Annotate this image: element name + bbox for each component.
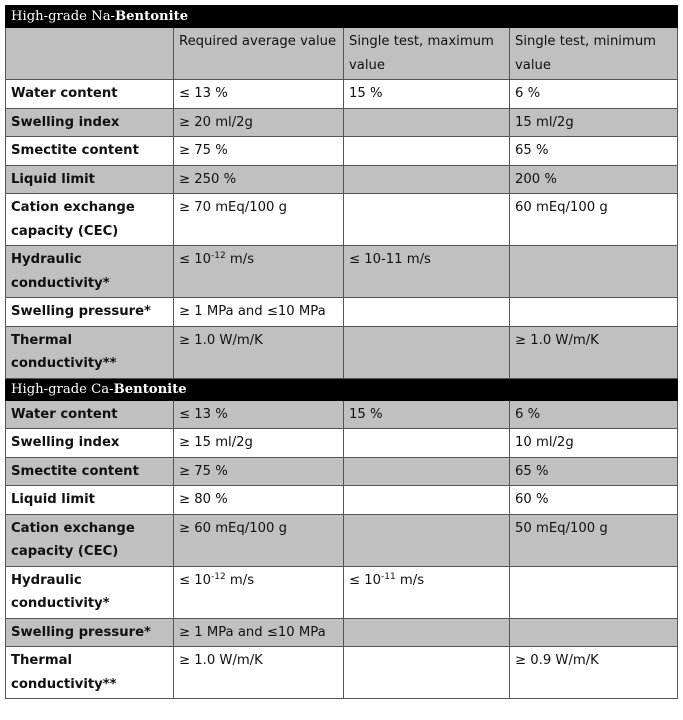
max-cell	[344, 326, 510, 378]
table-row	[6, 647, 678, 699]
required-exponent: -12	[211, 571, 226, 582]
bentonite-spec-table-wrapper	[5, 5, 677, 699]
max-cell	[344, 647, 510, 699]
section-header-na	[6, 6, 678, 28]
table-row	[6, 165, 678, 194]
required-cell	[174, 566, 344, 618]
max-cell	[344, 165, 510, 194]
max-cell	[344, 108, 510, 137]
required-cell: ≥ 250 %	[174, 165, 344, 194]
section-title-prefix: High-grade Ca-	[11, 381, 114, 397]
param-cell: Cation exchange capacity (CEC)	[6, 194, 174, 246]
table-row	[6, 429, 678, 458]
table-row	[6, 566, 678, 618]
param-cell: Water content	[6, 80, 174, 109]
table-row	[6, 326, 678, 378]
header-max: Single test, maximum value	[344, 28, 510, 80]
required-base: ≤ 10	[179, 572, 212, 588]
max-cell	[344, 486, 510, 515]
min-cell: 65 %	[510, 457, 678, 486]
max-cell	[344, 566, 510, 618]
max-cell	[344, 429, 510, 458]
max-base: ≤ 10	[349, 572, 382, 588]
section-title-strong: Bentonite	[113, 381, 187, 397]
required-cell: ≥ 75 %	[174, 457, 344, 486]
max-cell	[344, 298, 510, 327]
min-cell	[510, 298, 678, 327]
max-cell	[344, 457, 510, 486]
param-cell: Hydraulic conductivity*	[6, 566, 174, 618]
param-cell: Hydraulic conductivity*	[6, 246, 174, 298]
min-cell: 10 ml/2g	[510, 429, 678, 458]
min-cell: 60 %	[510, 486, 678, 515]
param-cell: Swelling pressure*	[6, 618, 174, 647]
param-cell: Liquid limit	[6, 165, 174, 194]
max-unit: m/s	[395, 572, 425, 588]
max-cell: 15 %	[344, 400, 510, 429]
max-cell: 15 %	[344, 80, 510, 109]
param-cell: Smectite content	[6, 457, 174, 486]
required-cell: ≥ 60 mEq/100 g	[174, 514, 344, 566]
required-cell: ≤ 13 %	[174, 80, 344, 109]
table-row	[6, 486, 678, 515]
min-cell: 50 mEq/100 g	[510, 514, 678, 566]
table-row	[6, 108, 678, 137]
required-cell: ≥ 1 MPa and ≤10 MPa	[174, 298, 344, 327]
section-title-ca	[6, 378, 678, 400]
header-required: Required average value	[174, 28, 344, 80]
required-cell	[174, 246, 344, 298]
required-cell: ≥ 75 %	[174, 137, 344, 166]
required-cell: ≥ 15 ml/2g	[174, 429, 344, 458]
table-row	[6, 618, 678, 647]
table-row	[6, 194, 678, 246]
min-cell	[510, 246, 678, 298]
header-min: Single test, minimum value	[510, 28, 678, 80]
min-cell: 65 %	[510, 137, 678, 166]
param-cell: Swelling index	[6, 108, 174, 137]
max-exponent: -11	[381, 571, 396, 582]
max-cell	[344, 514, 510, 566]
header-param	[6, 28, 174, 80]
param-cell: Cation exchange capacity (CEC)	[6, 514, 174, 566]
param-cell: Swelling index	[6, 429, 174, 458]
min-cell: 6 %	[510, 400, 678, 429]
min-cell: 60 mEq/100 g	[510, 194, 678, 246]
required-cell: ≥ 20 ml/2g	[174, 108, 344, 137]
max-cell	[344, 618, 510, 647]
section-title-na	[6, 6, 678, 28]
required-cell: ≥ 1.0 W/m/K	[174, 326, 344, 378]
min-cell: 15 ml/2g	[510, 108, 678, 137]
param-cell: Thermal conductivity**	[6, 647, 174, 699]
required-exponent: -12	[211, 251, 226, 261]
min-cell	[510, 618, 678, 647]
param-cell: Thermal conductivity**	[6, 326, 174, 378]
max-cell: ≤ 10-11 m/s	[344, 246, 510, 298]
required-cell: ≥ 80 %	[174, 486, 344, 515]
min-cell	[510, 566, 678, 618]
section-title-prefix: High-grade Na-	[11, 9, 116, 24]
table-row	[6, 514, 678, 566]
max-cell	[344, 137, 510, 166]
required-unit: m/s	[225, 572, 255, 588]
table-row	[6, 298, 678, 327]
required-cell: ≤ 13 %	[174, 400, 344, 429]
bentonite-spec-table	[5, 5, 678, 699]
required-cell: ≥ 70 mEq/100 g	[174, 194, 344, 246]
table-row	[6, 80, 678, 109]
min-cell: ≥ 1.0 W/m/K	[510, 326, 678, 378]
param-cell: Swelling pressure*	[6, 298, 174, 327]
min-cell: 200 %	[510, 165, 678, 194]
table-row	[6, 137, 678, 166]
required-unit: m/s	[225, 252, 255, 267]
min-cell: ≥ 0.9 W/m/K	[510, 647, 678, 699]
min-cell: 6 %	[510, 80, 678, 109]
required-cell: ≥ 1.0 W/m/K	[174, 647, 344, 699]
param-cell: Smectite content	[6, 137, 174, 166]
section-header-ca	[6, 378, 678, 400]
table-row	[6, 400, 678, 429]
max-cell	[344, 194, 510, 246]
table-row	[6, 246, 678, 298]
section-title-strong: Bentonite	[115, 9, 189, 24]
param-cell: Liquid limit	[6, 486, 174, 515]
required-base: ≤ 10	[179, 252, 212, 267]
param-cell: Water content	[6, 400, 174, 429]
required-cell: ≥ 1 MPa and ≤10 MPa	[174, 618, 344, 647]
table-row	[6, 457, 678, 486]
column-header-row	[6, 28, 678, 80]
